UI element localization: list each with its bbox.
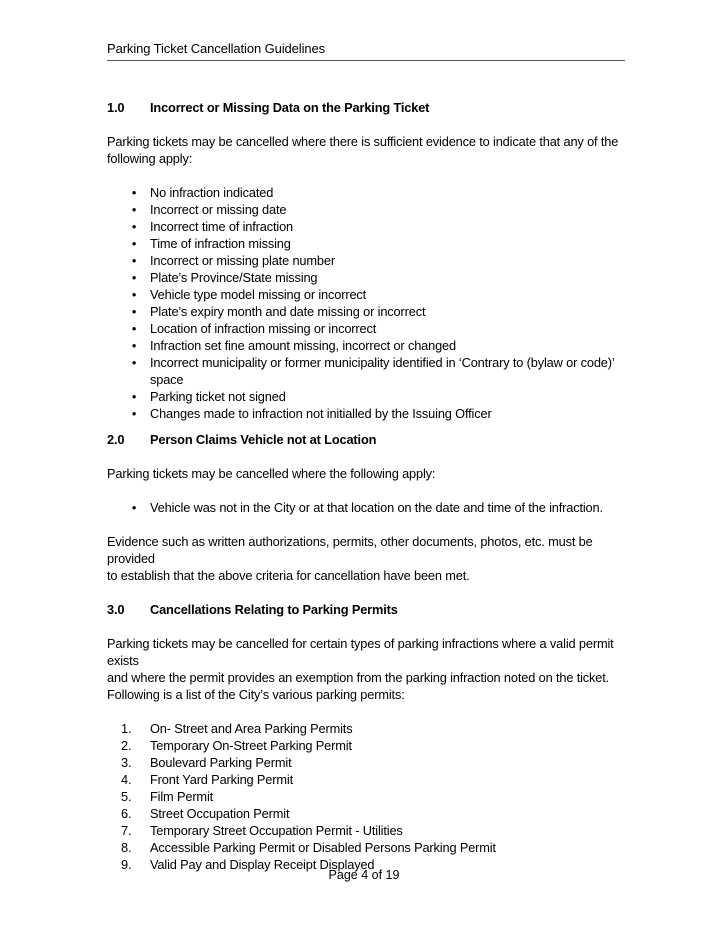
- bullet-icon: •: [131, 338, 137, 353]
- list-item: [107, 337, 627, 354]
- list-item: [107, 201, 627, 218]
- bullet-icon: •: [131, 270, 137, 285]
- list-number: 5.: [121, 789, 132, 804]
- bullet-icon: •: [131, 236, 137, 251]
- list-item-text: Infraction set fine amount missing, incorrect or changed: [150, 338, 456, 353]
- intro-line: and where the permit provides an exemption from the parking infraction noted on the ticket.: [107, 670, 610, 685]
- section-title: Person Claims Vehicle not at Location: [150, 432, 377, 447]
- list-item-text: Incorrect municipality or former municipality identified in ‘Contrary to (bylaw or code)’ space: [150, 355, 615, 387]
- list-item-text: Location of infraction missing or incorrect: [150, 321, 377, 336]
- permit-list-item: [107, 754, 627, 771]
- section-heading-3: [107, 601, 627, 618]
- list-item: [107, 303, 627, 320]
- list-item-text: Changes made to infraction not initialled by the Issuing Officer: [150, 406, 492, 421]
- list-number: 3.: [121, 755, 132, 770]
- list-item-text: No infraction indicated: [150, 185, 274, 200]
- bullet-icon: •: [131, 253, 137, 268]
- list-number: 6.: [121, 806, 132, 821]
- intro-line: following apply:: [107, 151, 193, 166]
- list-item: [107, 405, 627, 422]
- list-number: 8.: [121, 840, 132, 855]
- list-item: [107, 252, 627, 269]
- bullet-icon: •: [131, 389, 137, 404]
- evidence-line: to establish that the above criteria for cancellation have been met.: [107, 568, 470, 583]
- bullet-icon: •: [131, 202, 137, 217]
- section-title: Cancellations Relating to Parking Permits: [150, 602, 398, 617]
- permit-list-item: [107, 720, 627, 737]
- permit-label: Accessible Parking Permit or Disabled Persons Parking Permit: [150, 840, 496, 855]
- section-2-intro: Parking tickets may be cancelled where the following apply:: [107, 466, 436, 481]
- list-item: [107, 269, 627, 286]
- list-number: 9.: [121, 857, 132, 872]
- permit-list-item: [107, 822, 627, 839]
- section-2-evidence: [107, 533, 627, 584]
- bullet-icon: •: [131, 304, 137, 319]
- list-item-text: Time of infraction missing: [150, 236, 291, 251]
- document-body: [107, 99, 627, 873]
- bullet-icon: •: [131, 406, 137, 421]
- list-item: [107, 320, 627, 337]
- list-item-text: Plate’s expiry month and date missing or incorrect: [150, 304, 426, 319]
- page-number: Page 4 of 19: [328, 868, 400, 882]
- permit-list-item: [107, 771, 627, 788]
- list-item-text: Parking ticket not signed: [150, 389, 286, 404]
- bullet-icon: •: [131, 185, 137, 200]
- section-3-intro: [107, 635, 627, 703]
- intro-line: Parking tickets may be cancelled where there is sufficient evidence to indicate that any of the: [107, 134, 619, 149]
- intro-line: Parking tickets may be cancelled for certain types of parking infractions where a valid permit exists: [107, 636, 614, 668]
- list-item-text: Incorrect or missing plate number: [150, 253, 335, 268]
- section-number: 1.0: [107, 100, 125, 115]
- section-1-intro: [107, 133, 627, 167]
- permit-list-item: [107, 737, 627, 754]
- permit-label: Valid Pay and Display Receipt Displayed: [150, 857, 375, 872]
- list-item: [107, 235, 627, 252]
- section-heading-2: [107, 431, 627, 448]
- list-item: [107, 499, 627, 516]
- permit-label: Boulevard Parking Permit: [150, 755, 292, 770]
- permit-label: Temporary Street Occupation Permit - Utilities: [150, 823, 403, 838]
- list-item-text: Vehicle was not in the City or at that location on the date and time of the infraction.: [150, 500, 603, 515]
- section-title: Incorrect or Missing Data on the Parking Ticket: [150, 100, 430, 115]
- permit-list-item: [107, 839, 627, 856]
- permit-label: Film Permit: [150, 789, 214, 804]
- bullet-icon: •: [131, 321, 137, 336]
- intro-line: Following is a list of the City’s various parking permits:: [107, 687, 405, 702]
- permit-label: Front Yard Parking Permit: [150, 772, 293, 787]
- permit-list-item: [107, 788, 627, 805]
- bullet-icon: •: [131, 355, 137, 370]
- page-footer: [0, 868, 728, 882]
- list-item-text: Vehicle type model missing or incorrect: [150, 287, 367, 302]
- header-title: Parking Ticket Cancellation Guidelines: [107, 41, 326, 56]
- permit-list-item: [107, 805, 627, 822]
- list-number: 2.: [121, 738, 132, 753]
- section-number: 3.0: [107, 602, 125, 617]
- list-item-text: Incorrect or missing date: [150, 202, 287, 217]
- section-heading-1: [107, 99, 627, 116]
- list-item-text: Plate’s Province/State missing: [150, 270, 318, 285]
- bullet-icon: •: [131, 500, 137, 515]
- list-item: [107, 388, 627, 405]
- list-item: [107, 218, 627, 235]
- document-header: [107, 41, 625, 61]
- section-1-bullet-list: [107, 184, 627, 422]
- evidence-line: Evidence such as written authorizations, permits, other documents, photos, etc. must be provided: [107, 534, 593, 566]
- list-number: 1.: [121, 721, 132, 736]
- permit-list: [107, 720, 627, 873]
- section-2-bullet-list: [107, 499, 627, 516]
- list-item: [107, 354, 627, 388]
- permit-label: On- Street and Area Parking Permits: [150, 721, 353, 736]
- permit-label: Temporary On-Street Parking Permit: [150, 738, 352, 753]
- list-item: [107, 184, 627, 201]
- bullet-icon: •: [131, 287, 137, 302]
- bullet-icon: •: [131, 219, 137, 234]
- permit-label: Street Occupation Permit: [150, 806, 290, 821]
- list-item-text: Incorrect time of infraction: [150, 219, 294, 234]
- list-item: [107, 286, 627, 303]
- list-number: 4.: [121, 772, 132, 787]
- list-number: 7.: [121, 823, 132, 838]
- section-number: 2.0: [107, 432, 125, 447]
